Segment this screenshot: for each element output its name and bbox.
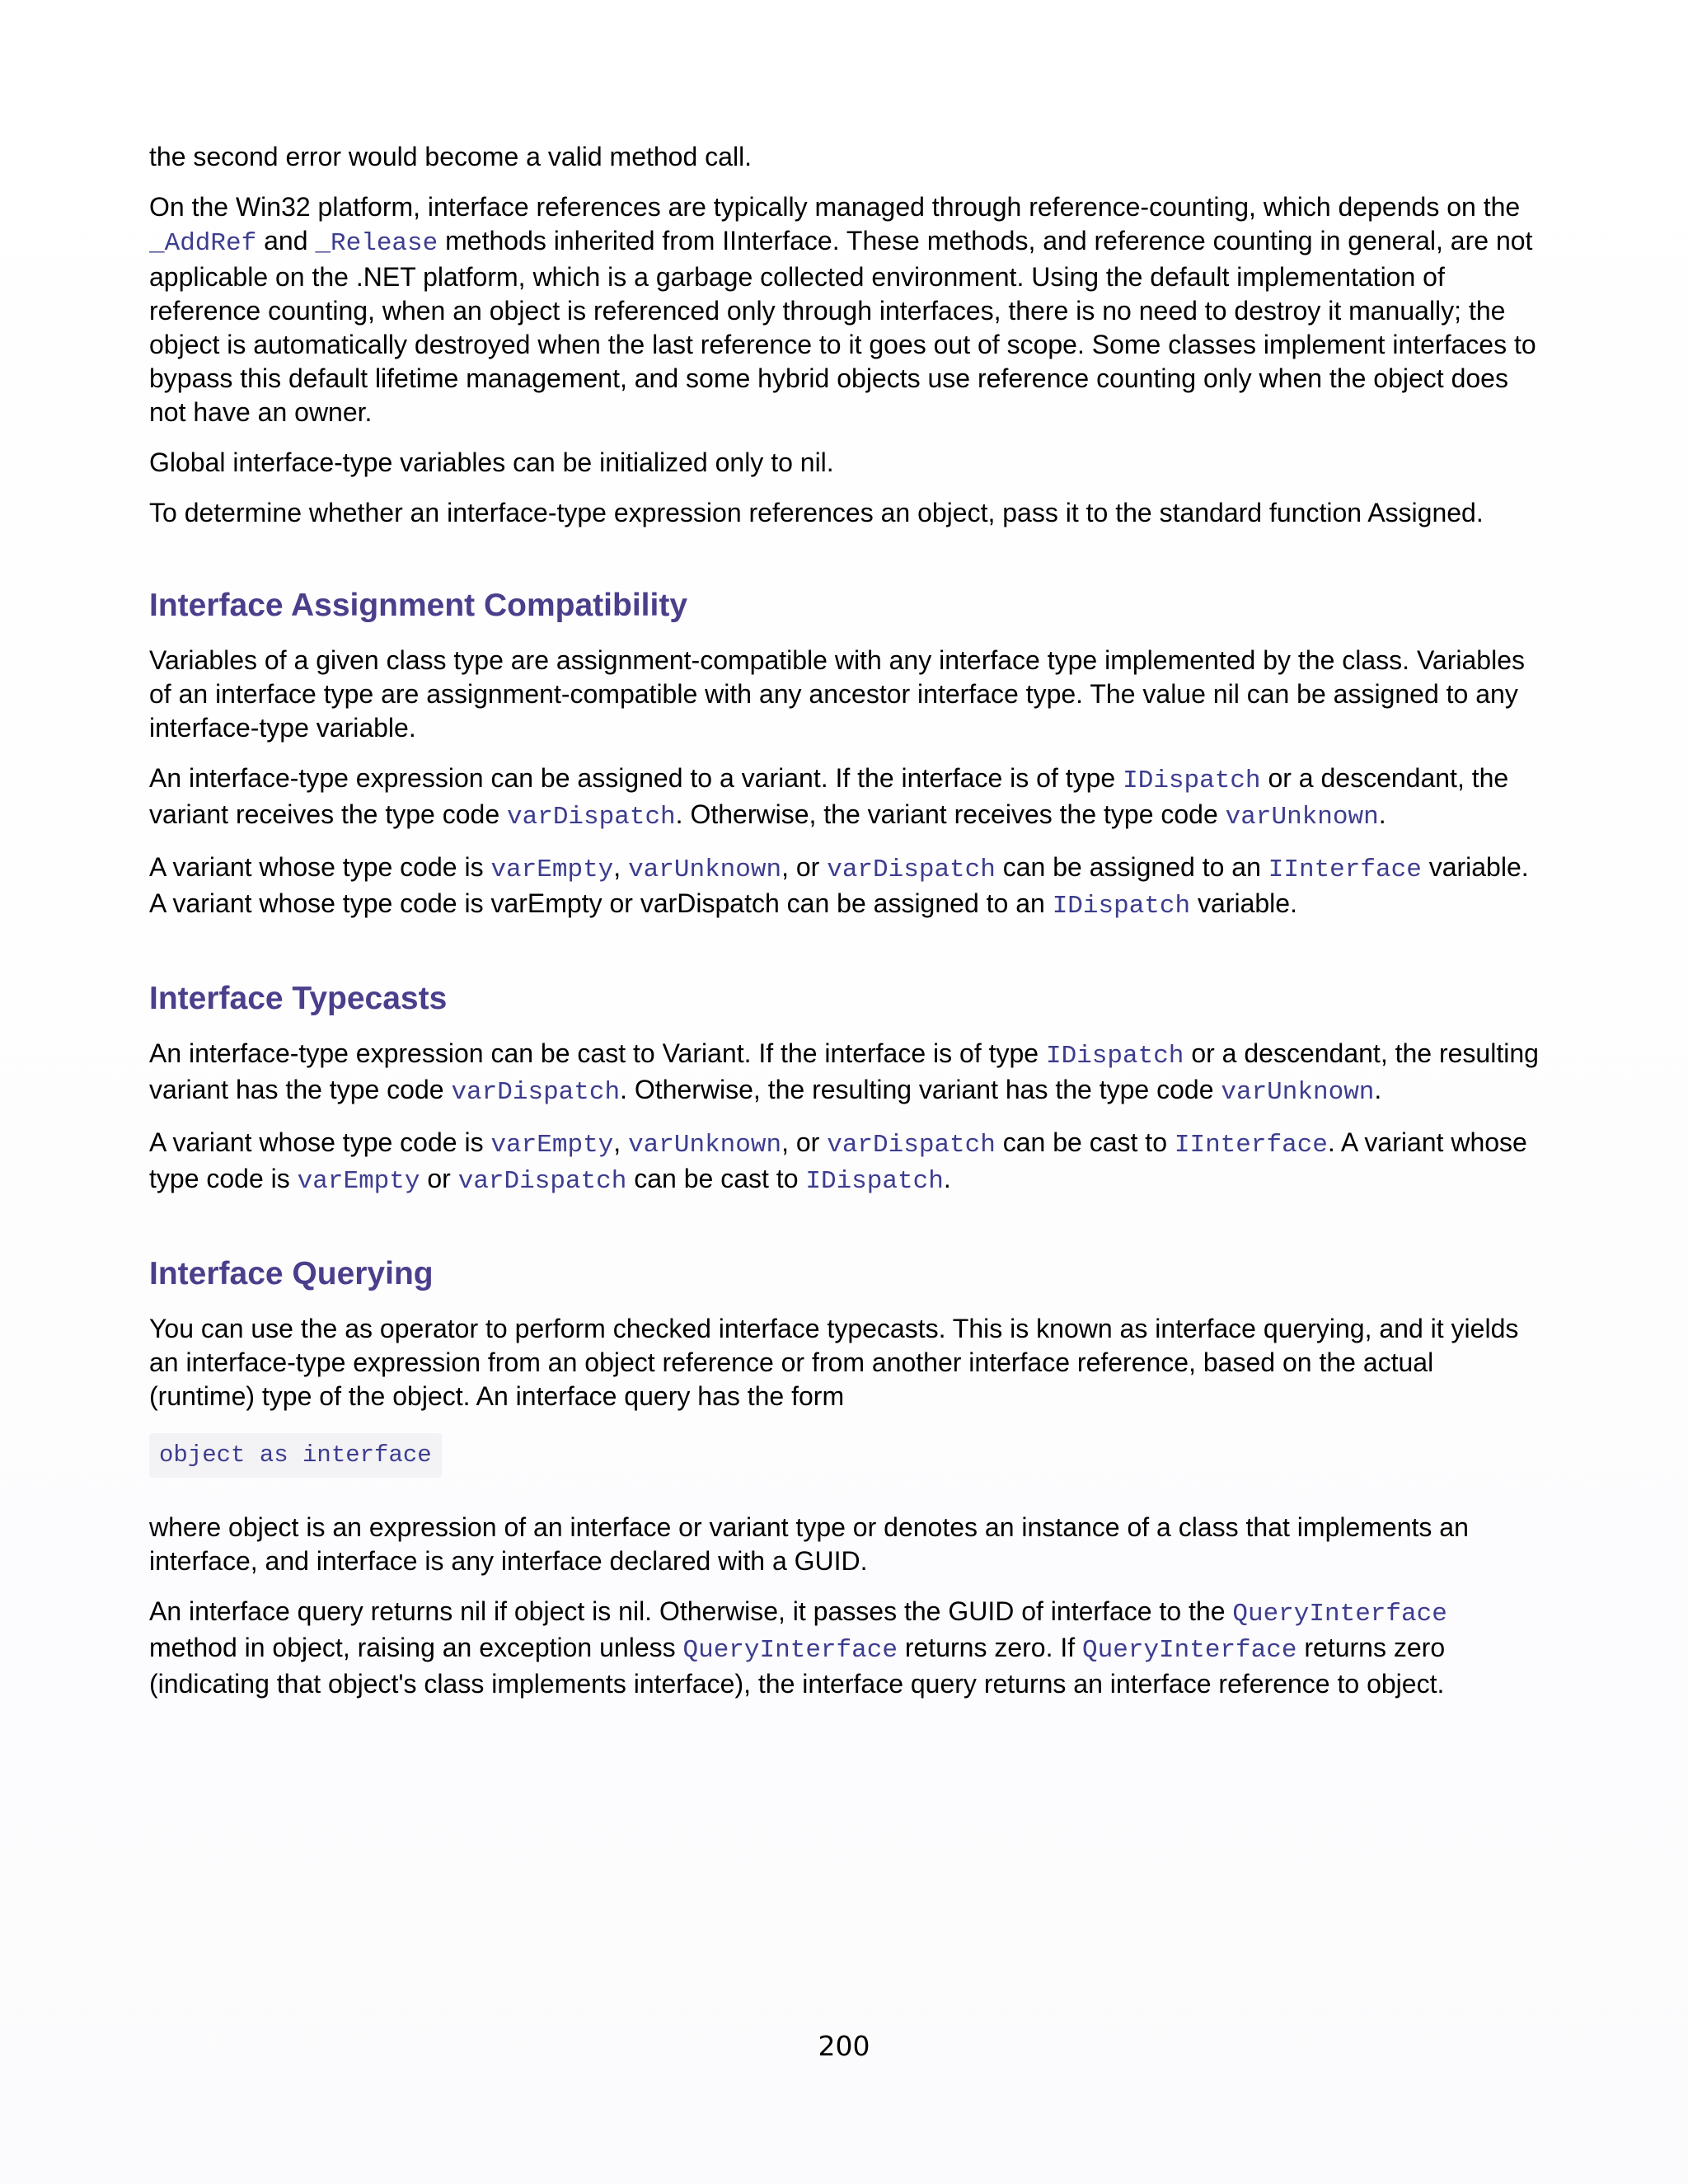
text-run: , bbox=[613, 852, 629, 882]
text-run: On the Win32 platform, interface references are typically managed through reference-counting, which depends on the bbox=[149, 192, 1521, 222]
text-run: An interface query returns nil if object is nil. Otherwise, it passes the GUID of interface to the bbox=[149, 1596, 1233, 1626]
code-vardispatch: varDispatch bbox=[451, 1078, 621, 1107]
querying-paragraph-2: where object is an expression of an interface or variant type or denotes an instance of a class that implements an interface, and interface is any interface declared with a GUID. bbox=[149, 1512, 1469, 1576]
code-vardispatch: varDispatch bbox=[457, 1167, 627, 1196]
code-vardispatch: varDispatch bbox=[827, 1131, 996, 1160]
code-varempty: varEmpty bbox=[490, 855, 614, 884]
text-run: can be cast to bbox=[626, 1164, 806, 1193]
code-queryinterface: QueryInterface bbox=[682, 1636, 898, 1665]
section-querying bbox=[149, 1254, 1542, 1701]
heading-interface-typecasts: Interface Typecasts bbox=[149, 981, 448, 1016]
querying-paragraph-1: You can use the as operator to perform checked interface typecasts. This is known as interface querying, and it yields an interface-type expression from an object reference or from another interface reference, based on the actual (runtime) type of the object. An interface query has the form bbox=[149, 1314, 1519, 1411]
section-assignment bbox=[149, 586, 1542, 923]
code-vardispatch: varDispatch bbox=[507, 803, 676, 832]
text-run: An interface-type expression can be assigned to a variant. If the interface is of type bbox=[149, 763, 1123, 793]
intro-paragraph-3: Global interface-type variables can be initialized only to nil. bbox=[149, 448, 834, 477]
page-content bbox=[149, 140, 1542, 1718]
intro-paragraph-4: To determine whether an interface-type expression references an object, pass it to the standard function Assigned. bbox=[149, 498, 1484, 527]
text-run: method in object, raising an exception unless bbox=[149, 1633, 683, 1662]
code-varunknown: varUnknown bbox=[1225, 803, 1379, 832]
text-run: can be cast to bbox=[995, 1127, 1175, 1157]
code-varunknown: varUnknown bbox=[1221, 1078, 1375, 1107]
text-run: variable. bbox=[1190, 888, 1297, 918]
code-block-text: object as interface bbox=[159, 1441, 432, 1469]
text-run: and bbox=[256, 226, 316, 255]
text-run: methods inherited from IInterface. These methods, and reference counting in general, are not applicable on the .NET platform, which is a garbage collected environment. Using the default implementation of reference counting, when an object is referenced only through interfaces, there is no need to destroy it manually; the object is automatically destroyed when the last reference to it goes out of scope. Some classes implement interfaces to bypass this default lifetime management, and some hybrid objects use reference counting only when the object does not have an owner. bbox=[149, 226, 1536, 427]
text-run: A variant whose type code is bbox=[149, 852, 491, 882]
text-run: or a descendant, the variant receives the type code bbox=[149, 763, 1509, 829]
text-run: . bbox=[1378, 799, 1386, 829]
section-typecasts bbox=[149, 979, 1542, 1198]
text-run: . Otherwise, the variant receives the type code bbox=[675, 799, 1226, 829]
text-run: A variant whose type code is bbox=[149, 1127, 491, 1157]
assignment-paragraph-2 bbox=[149, 762, 1542, 834]
heading-interface-querying: Interface Querying bbox=[149, 1256, 434, 1291]
heading-assignment-compatibility: Interface Assignment Compatibility bbox=[149, 588, 688, 623]
code-idispatch: IDispatch bbox=[1052, 892, 1191, 921]
text-run: returns zero (indicating that object's class implements interface), the interface query returns an interface reference to object. bbox=[149, 1633, 1446, 1699]
typecasts-paragraph-1 bbox=[149, 1037, 1542, 1109]
code-iinterface: IInterface bbox=[1268, 855, 1422, 884]
code-idispatch: IDispatch bbox=[1045, 1042, 1184, 1071]
code-queryinterface: QueryInterface bbox=[1082, 1636, 1297, 1665]
code-idispatch: IDispatch bbox=[805, 1167, 944, 1196]
code-varempty: varEmpty bbox=[297, 1167, 420, 1196]
intro-paragraph-1: the second error would become a valid method call. bbox=[149, 142, 753, 171]
assignment-paragraph-1: Variables of a given class type are assignment-compatible with any interface type implemented by the class. Variables of an interface type are assignment-compatible with any ancestor interface type. The value nil can be assigned to any interface-type variable. bbox=[149, 645, 1525, 743]
text-run: variable. A variant whose type code is varEmpty or varDispatch can be assigned to an bbox=[149, 852, 1529, 918]
code-queryinterface: QueryInterface bbox=[1232, 1600, 1447, 1629]
querying-paragraph-3 bbox=[149, 1595, 1542, 1701]
code-vardispatch: varDispatch bbox=[827, 855, 996, 884]
code-varunknown: varUnknown bbox=[628, 1131, 782, 1160]
text-run: . bbox=[943, 1164, 951, 1193]
text-run: or a descendant, the resulting variant has the type code bbox=[149, 1038, 1539, 1104]
code-iinterface: IInterface bbox=[1174, 1131, 1328, 1160]
text-run: or bbox=[420, 1164, 458, 1193]
typecasts-paragraph-2 bbox=[149, 1126, 1542, 1198]
assignment-paragraph-3 bbox=[149, 851, 1542, 923]
text-run: , bbox=[613, 1127, 629, 1157]
intro-paragraph-2 bbox=[149, 190, 1542, 429]
code-release: _Release bbox=[315, 229, 438, 258]
text-run: An interface-type expression can be cast to Variant. If the interface is of type bbox=[149, 1038, 1046, 1068]
code-block bbox=[149, 1433, 442, 1478]
text-run: , or bbox=[781, 1127, 828, 1157]
text-run: . bbox=[1374, 1075, 1382, 1104]
code-idispatch: IDispatch bbox=[1123, 766, 1261, 795]
text-run: can be assigned to an bbox=[995, 852, 1268, 882]
code-varunknown: varUnknown bbox=[628, 855, 782, 884]
code-varempty: varEmpty bbox=[490, 1131, 614, 1160]
text-run: . Otherwise, the resulting variant has the type code bbox=[620, 1075, 1221, 1104]
code-addref: _AddRef bbox=[149, 229, 257, 258]
text-run: , or bbox=[781, 852, 828, 882]
page-number: 200 bbox=[818, 2030, 870, 2062]
text-run: . A variant whose type code is bbox=[149, 1127, 1527, 1193]
text-run: returns zero. If bbox=[897, 1633, 1083, 1662]
